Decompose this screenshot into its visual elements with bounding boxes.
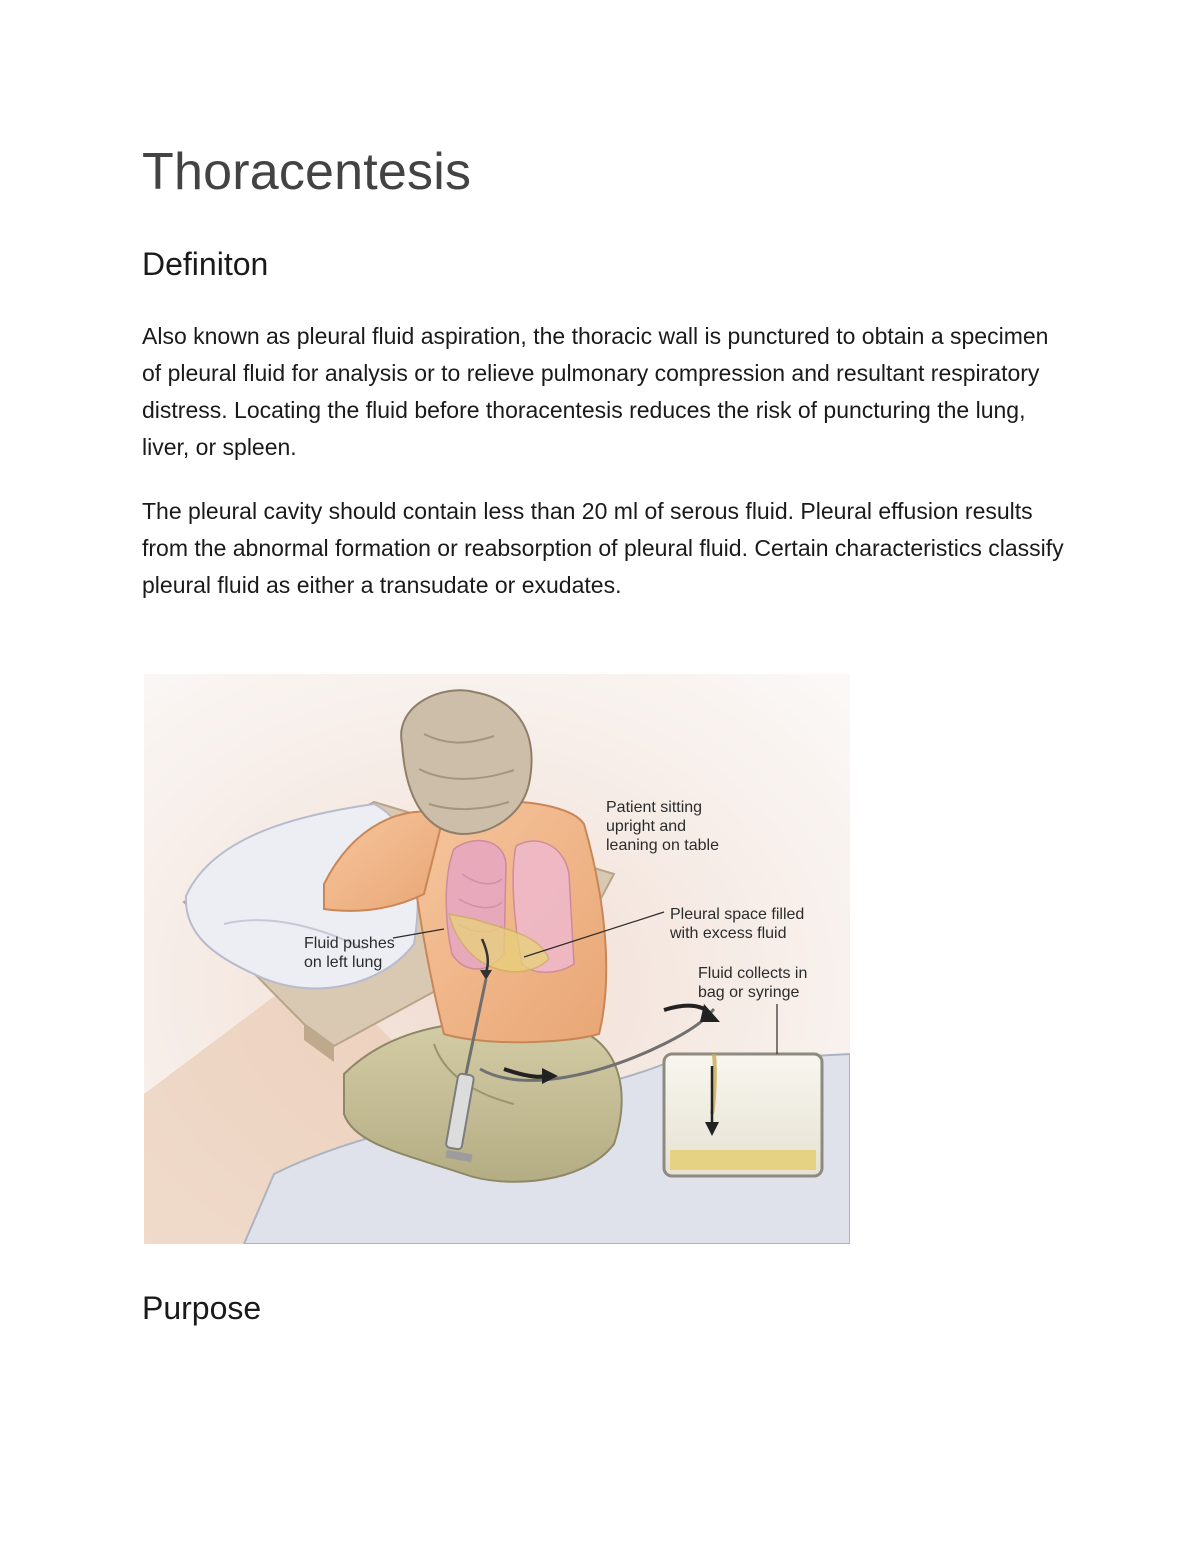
illustration-svg [144,674,850,1244]
label-collect-1: Fluid collects in [698,965,808,982]
label-fluid-lung-2: on left lung [304,954,383,971]
label-pleural-2: with excess fluid [670,925,787,942]
definition-paragraph-1: Also known as pleural fluid aspiration, the thoracic wall is punctured to obtain a specimen of pleural fluid for analysis or to relieve pulmonary compression and resultant respiratory distress. Locating the fluid before thoracentesis reduces the risk of puncturing the lung, liver, or spleen. [142,323,1049,460]
thoracentesis-illustration [144,674,850,1244]
label-fluid-lung-1: Fluid pushes [304,935,395,952]
label-pleural-1: Pleural space filled [670,906,805,923]
purpose-heading: Purpose [142,1290,262,1326]
definition-paragraph-2: The pleural cavity should contain less than 20 ml of serous fluid. Pleural effusion results from the abnormal formation or reabsorption of pleural fluid. Certain characteristics classify pleural fluid as either a transudate or exudates. [142,498,1064,598]
label-patient-2: upright and [606,818,687,835]
collected-fluid [670,1150,816,1170]
label-collect-2: bag or syringe [698,984,800,1001]
label-patient-1: Patient sitting [606,799,703,816]
definition-heading: Definiton [142,246,269,282]
page-title: Thoracentesis [142,143,472,201]
label-patient-3: leaning on table [606,837,719,854]
